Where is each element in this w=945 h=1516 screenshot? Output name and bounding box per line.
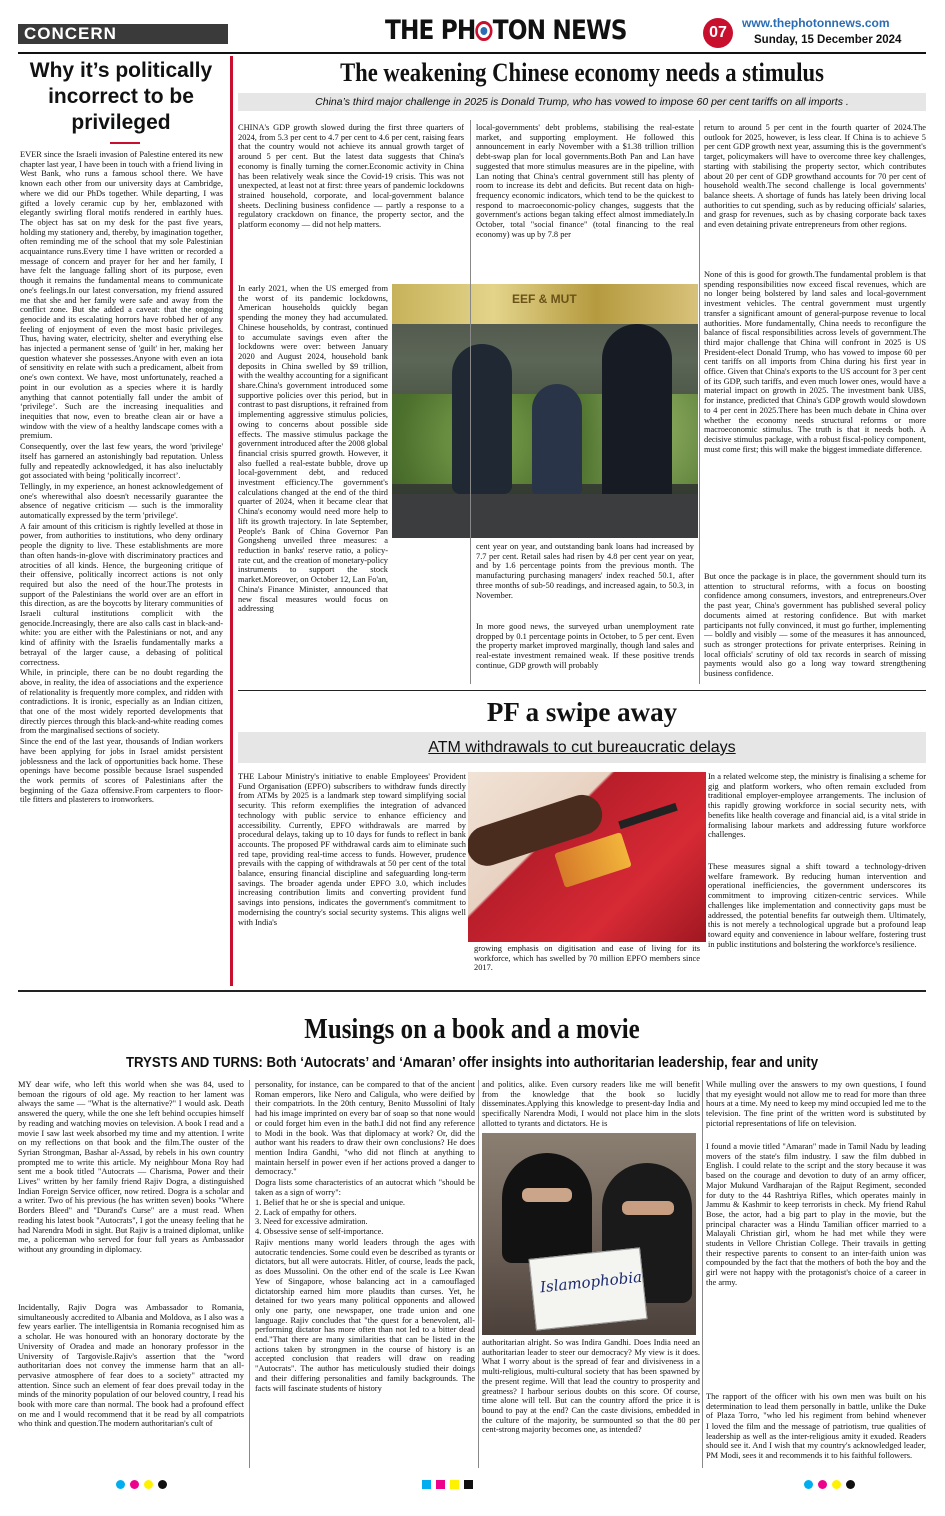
section-label: CONCERN xyxy=(18,24,228,44)
musings-col-4a: While mulling over the answers to my own questions, I found that my eyesight would not allow me to read for more than three hours at a time. My need to keep my mind occupied led me to the television. The fine print of the written word is substituted by pictorial representations of life on television. xyxy=(706,1080,926,1128)
china-col-3a: return to around 5 per cent in the fourth quarter of 2024.The outlook for 2025, however, is less clear. If China is to achieve 5 per cent GDP growth next year, assuming this is the government's target, policymakers will have to overcome three key challenges, starting with stabilising the property sector, which contributes about 20 per cent of GDP growthand accounts for 70 per cent of household wealth.The second challenge is local governments' balance sheets. A shortage of funds has lately been driving local authorities to cut spending, such as by reducing officials' salaries, and grasp for revenues, such as by chasing corporate back taxes and even detaining private entrepreneurs from other regions. xyxy=(704,123,926,230)
musings-col-2c: Rajiv mentions many world leaders through the ages with autocratic tendencies. Some could even be described as tyrants or dictators, but all were autocrats. Hitler, of course, leads the pack, as does Mussolini. On the other end of the scale is Lee Kwan Yew of Singapore, whose balancing act in a camouflaged dictatorship earned him more plaudits than curses. Yet, he detained for two years many political opponents and allowed only one party, one newspaper, one trade union and one language. Rajiv concludes that "the quest for a benevolent, all-performing dictator has more often than not led to a bitter dead end."That there are many similarities that can be listed in the actions taken by strongmen in the course of history is an accepted conclusion that readers will draw on reading "Autocrats". The author has meticulously studied their doings and their differing personalities and family backgrounds. The facts will fascinate students of history xyxy=(255,1238,475,1393)
pf-col-2: growing emphasis on digitisation and ease of living for its workforce, which has swelled by 70 million EPFO members since 2017. xyxy=(474,944,700,973)
china-col-2b: cent year on year, and outstanding bank loans had increased by 7.7 per cent. Retail sales had risen by 4.8 per cent year on year, and by 1.6 percentage points from the previous month. The manufacturing purchasing managers' index reached 50.1, after three months of sub-50 readings, and increased again, to 50.3, in November. xyxy=(476,542,694,600)
issue-date: Sunday, 15 December 2024 xyxy=(754,34,902,46)
musings-subheadline: TRYSTS AND TURNS: Both ‘Autocrats’ and ‘Amaran’ offer insights into authoritarian leadership, fear and unity xyxy=(125,1054,819,1071)
musings-col-2b: Dogra lists some characteristics of an autocrat which "should be taken as a sign of worry": xyxy=(255,1178,475,1197)
atm-card-photo xyxy=(468,772,706,942)
musings-col-4c: The rapport of the officer with his own men was built on his determination to lead them personally in battle, unlike the Duke of Plaza Torro, "who led his regiment from behind whenever xyxy=(706,1392,926,1421)
photon-logo-icon xyxy=(476,21,493,41)
musings-col-1a: MY dear wife, who left this world when she was 84, used to bemoan the rigours of old age. My reaction to her lament was always the same — "What is the alternative?" I would ask. Death answered the query, while the one she left behind occupies himself by reading and watching movies on television. A book I read and a movie I saw last week absorbed my time and my attention. I write on my reflections on that book and the film.The ouster of the Syrian Strongman, Bashar al-Assad, by rebels in his own country prompted me to write this article. My neighbour Mona Roy had sent me a book titled "Autocrats — Charisma, Power and their Lives" written by her family friend Rajiv Dogra, a distinguished Indian Foreign Service officer, now retired. Dogra is a scholar and a writer. Two of his previous (he has written seven) books "Where Borders Bleed" and "Durand's Curse" are a must read. When reading his latest book "Autocrats", I got the uneasy feeling that he had Narendra Modi in sight. But Rajiv is a trained diplomat, unlike me, a policeman who served for four full years as Ambassador without any grounding in diplomacy. xyxy=(18,1080,244,1254)
musings-col-3a: and politics, alike. Even cursory readers like me will benefit from the knowledge that the book so lucidly disseminates.Applying this knowledge to present-day India and specifically Narendra Modi, I would not place him in the slots allotted to tyrants and dictators. He is xyxy=(482,1080,700,1128)
musings-col-1b: Incidentally, Rajiv Dogra was Ambassador to Romania, simultaneously accredited to Albania and Moldova, as I also was a few years earlier. The intelligentsia in Romania recognised him as a scholar. He was honoured with an honorary doctorate by the University of Oradea and made an honorary professor in the University of Targovisle.Rajiv's assertion that the "word authoritarian does not convey the immense harm that an all-pervasive atmosphere of fear does to a society" attracted my attention. Since such an element of fear does prevail today in the minds of the minority population of our beloved country, I read his book with more care than normal. The book had a profound effect on me and I would recommend that it be read by all compatriots who think and question.The modern authoritarian's cult of xyxy=(18,1303,244,1429)
musings-col-4b: I found a movie titled "Amaran" made in Tamil Nadu by leading movers of the state's film industry. I saw the film dubbed in English. I could relate to the script and the story because it was based on the courage and devotion to duty of an army officer, Major Mukund Vardharajan of the Rajput Regiment, seconded for duty to the 44 Rashtriya Rifles, which operates mainly in Jammu & Kashmir to keep terrorists in check. My friend Rahul Bose, the actor, had a big part to play in the movie, but the principal character was a Hindu Tamilian officer married to a Malayali Christian girl, whom he had met while they were students in Vellore Christian College. Their travails in getting their respective parents to consent to an inter-faith union was compounded by the fact that the mothers of both the boy and the girl were not happy with the protagonist's choice of a career in the army. xyxy=(706,1142,926,1287)
musings-col-4d: I loved the film and the message of patriotism, true qualities of leadership as well as the inter-religious amity it exuded. Readers should see it. And I wish that my country's acknowledged leader, PM Modi, sees it and recommends it to his faithful followers. xyxy=(706,1422,926,1461)
publication-title: THE PH TON NEWS xyxy=(385,15,627,46)
china-col-3b: None of this is good for growth.The fundamental problem is that spending responsibilities now exceed fiscal revenues, which are no longer being bolstered by land sales and local-government investment vehicles. The central government must urgently transfer a significant amount of general-purpose revenue to local authorities. More fundamentally, China needs to reconfigure the balance of fiscal responsibilities across levels of government.The third major challenge that China will confront in 2025 is US President-elect Donald Trump, who has vowed to impose 60 per cent tariffs on all imports from China during his first year in office. Given that China's exports to the US account for 3 per cent of its GDP, such tariffs, and even much lower ones, would have a material impact on growth in 2025. The investment bank UBS, for instance, predicted that China's GDP growth would slowdown to 4 per cent in 2025.There has been much debate in China over whether the economy needs structural reforms or more macroeconomic stimulus. The truth is that it needs both. A decisive stimulus package, with a robust fiscal-policy component, must come first; this will make the biggest immediate difference. xyxy=(704,270,926,454)
pf-col-3a: In a related welcome step, the ministry is finalising a scheme for gig and platform workers, who often remain excluded from traditional employer-employee arrangements. The inclusion of this rapidly growing workforce in social security nets, with benefits like health coverage and financial aid, is a vital stride in formalising labour markets and addressing future workforce challenges. xyxy=(708,772,926,840)
china-subheadline: China’s third major challenge in 2025 is Donald Trump, who has vowed to impose 60 per cent tariffs on all imports . xyxy=(238,93,926,111)
musings-col-3b: authoritarian alright. So was Indira Gandhi. Does India need an authoritarian leader to steer our democracy? My view is it does. What I worry about is the spread of fear and divisiveness in a multi-religious, multi-cultural society that has been spawned by the present regime. Will that lead the country to prosperity and greatness? I harbour serious doubts on this score. Of course, time alone will tell. But can the country afford the price it is bound to pay at the end? Can the caste divisions, embedded in the culture of the majority, be surmounted so that the 80 per cent-strong majority becomes one, as intended? xyxy=(482,1338,700,1435)
china-headline: The weakening Chinese economy needs a stimulus xyxy=(340,58,824,87)
china-col-3c: But once the package is in place, the government should turn its attention to structural reforms, with a focus on boosting confidence among consumers, investors, and entrepreneurs.Over the past year, China's government has published several policy documents aimed at restoring confidence. But with market participants not fully convinced, it must go further, implementing — boldly and visibly — some of the measures it has announced, such as stronger protections for private enterprises. Reining in local officials' scrutiny of old tax records in search of missing payments would also go a long way toward strengthening business confidence. xyxy=(704,572,926,679)
china-col-1a: CHINA's GDP growth slowed during the first three quarters of 2024, from 5.3 per cent to 4.7 per cent to 4.6 per cent, raising fears that the country would not achieve its annual growth target of around 5 per cent. But the latest data suggests that China's economy is finally turning the corner.Economic activity in China has been relatively weak since the Covid-19 crisis. This was not unexpected, at least not at first: three years of pandemic lockdowns strained household, corporate, and local-government balance sheets. Declining business confidence — partly a response to a regulatory crackdown on finance, the property sector, and the platform economy — did not help matters. xyxy=(238,123,464,230)
musings-col-2a: personality, for instance, can be compared to that of the ancient Roman emperors, like Nero and Caligula, who were deified by their compatriots. In the 20th century, Benito Mussolini of Italy had his image imprinted on every bar of soap so that none would or could forget him even in the bath.I did not find any reference to Modi in the book. Was that diplomacy at work? Or, did the author want his readers to draw their own conclusions? He does mention Indira Gandhi, "who did not flinch at anything to maintain herself in power even if her actions proved a danger to democracy." xyxy=(255,1080,475,1177)
supermarket-photo: EEF & MUT xyxy=(392,284,698,538)
protest-photo xyxy=(482,1133,696,1335)
china-col-2c: In more good news, the surveyed urban unemployment rate dropped by 0.1 percentage points in October, to 5 per cent. Even the property market improved marginally, though land sales and real-estate investment remained weak. If these positive trends continue, GDP growth will probably xyxy=(476,622,694,670)
china-col-2a: local-governments' debt problems, stabilising the real-estate market, and supporting employment. He followed this announcement in early November with a $1.38 trillion trillion debt-swap plan for local governments.Both Pan and Lan have suggested that more stimulus measures are in the pipeline, with Lan noting that China's central government still has plenty of room to increase its debt and deficits. But recent data on high-frequency economic indicators, which tend to be the quickest to respond to macroeconomic-policy changes, suggests that the government's actions began taking effect almost immediately.In October, total "social finance" (total financing to the real economy) was up by 7.8 per xyxy=(476,123,694,239)
website-link[interactable]: www.thephotonnews.com xyxy=(742,16,890,30)
pf-subheadline: ATM withdrawals to cut bureaucratic delays xyxy=(428,739,736,756)
pf-headline: PF a swipe away xyxy=(486,697,678,727)
pf-col-1: THE Labour Ministry's initiative to enable Employees' Provident Fund Organisation (EPFO) subscribers to withdraw funds directly from ATMs by 2025 is a landmark step toward simplifying social security. This reform exemplifies the integration of advanced technology with public service to enhance efficiency and accessibility. Currently, EPFO withdrawals are marred by procedural delays, taking up to 10 days for funds to reflect in bank accounts. The proposed PF withdrawal cards aim to eliminate such red tape, providing real-time access to funds. However, prudence prevails with the capping of withdrawals at 50 per cent of the total balance, ensuring financial discipline and safeguarding long-term savings. The broader agenda under EPFO 3.0, which includes increasing contribution limits and converting provident fund savings into pensions, indicates the government's commitment to modernising the country's social security systems. This aligns well with India's xyxy=(238,772,466,927)
protest-placard-text: Islamophobia xyxy=(539,1267,643,1297)
pf-col-3b: These measures signal a shift toward a technology-driven welfare framework. By reducing human intervention and operational inefficiencies, the government underscores its commitment to improving citizen-centric services. While challenges like implementation and connectivity gaps must be addressed, the potential benefits far outweigh them. Ultimately, this is not merely a technological upgrade but a profound leap toward equity and convenience in labour welfare, fostering trust in public institutions and bolstering the workforce's resilience. xyxy=(708,862,926,949)
left-headline-rule xyxy=(110,142,140,144)
musings-headline: Musings on a book and a movie xyxy=(304,1013,640,1045)
china-col-1b: In early 2021, when the US emerged from the worst of its pandemic lockdowns, American households quickly began spending the money they had accumulated. Chinese households, by contrast, continued to accumulate savings even after the lockdowns were over: between January 2020 and August 2024, household bank deposits in China swelled by $9 trillion, with the wealthy accounting for a significant share.China's government introduced some supportive policies over this period, but in contrast to past disruptions, it refrained from implementing aggressive stimulus policies, owing to concerns about possible side effects. The massive stimulus package the government introduced after the 2008 global financial crisis spurred growth. However, it also fuelled a real-estate bubble, drove up local-government debt, and reduced investment efficiency.The government's calculations changed at the end of the third quarter of 2024, when it became clear that China's economy would need more help to lift its growth trajectory. In late September, People's Bank of China Governor Pan Gongsheng unveiled three measures: a reduction in banks' reserve ratio, a policy-rate cut, and the creation of monetary-policy instruments to support the stock market.Moreover, on October 12, Lan Fo'an, China's Finance Minister, announced that new fiscal measures would focus on addressing xyxy=(238,284,388,614)
left-article-headline: Why it’s politically incorrect to be privileged xyxy=(29,59,213,134)
left-article-body: EVER since the Israeli invasion of Palestine entered its new chapter last year, I have been in touch with a friend living in West Bank, who runs a famous school there. We have known each other from our university days at Cambridge, where we did our PhDs together. While departing, I was gifted a lovely ceramic cup by her, emblazoned with elegantly swirling floral motifs rendered in earthly hues. The object has sat on my desk for the past five years, holding my stationery and, thereby, by imagination together, often reminding me of the school that my sole Palestinian acquaintance runs.Every time I have written or recorded a message of concern and prayer for her and her family, I have felt the language falling short of its purpose, even though it remains the fundamental means to communicate one's feelings.In our latest conversation, my friend assured me that she and her family were safe and away from the conflict zone. But she added a caveat: that the ongoing genocide and its escalating horrors have robbed her of any feeling of enjoyment of even the most basic privileges. Thus, having water, electricity, shelter and everything else has injected a permanent sense of 'guilt' in her, making her question whatever she possesses.Anyone with even an iota of sensitivity en relate with such a predicament, albeit from one's own context. We have, most unfortunately, reached a point in our evolution as a species where it is hardly anything that cannot potentially fall under the ambit of ‘privilege’. Such are the increasing inequalities and inequities that now, even to breathe clean air or have a window with the view of a healthy landscape comes with a premium. Consequently, over the last few years, the word 'privilege' itself has garnered an astonishingly bad reputation. Unless fully and repeatedly acknowledged, it has also ineluctably got associated with being ‘politically incorrect’. Tellingly, in my experience, an honest acknowledgement of one's wherewithal also doesn't necessarily guarantee the absence of negative criticism — such is the immorality automatically expressed by the term 'privilege'. A fair amount of this criticism is rightly levelled at those in power, from authorities to institutions, who deny ordinary people the dignity to live. These establishments are more than often hands-in-glove with discriminatory practices and atrocities of all kinds. Hence, the burgeoning critique of their offensive, politically incorrect actions is not only required but also the need of the hour.The protests in support of the Palestinians the world over are an effort in this direction, as are the boycotts by literary communities of Israeli cultural institutions complicit with the genocide.Increasingly, there are also calls cast in black-and-white: you are either with the Palestinians or not, and any kind of affinity with the Israelis fundamentally marks a betrayal of the larger cause, a debasing of political correctness. While, in principle, there can be no doubt regarding the above, in reality, the idea of associations and the experience of relationality is frequently more complex, and ridden with contradictions. It is ironic, especially as an Indian citizen, that one of the most widely reported developments that directly pierces through this black-and-white reading comes from the marginalised sections of society. Since the end of the last year, thousands of Indian workers have been applying for jobs in Israel amidst persistent joblessness and the lack of opportunities back home. These openings have become possible because Israel suspended the work permits of scores of Palestinians after the beginning of the Gaza offensive.From carpenters to floor-tile fitters and plasterers to ironworkers. xyxy=(20,150,223,805)
musings-list: 1. Belief that he or she is special and unique. 2. Lack of empathy for others. 3. Need for excessive admiration. 4. Obsessive sense of self-importance. xyxy=(255,1198,406,1237)
page-number-badge: 07 xyxy=(703,18,733,48)
